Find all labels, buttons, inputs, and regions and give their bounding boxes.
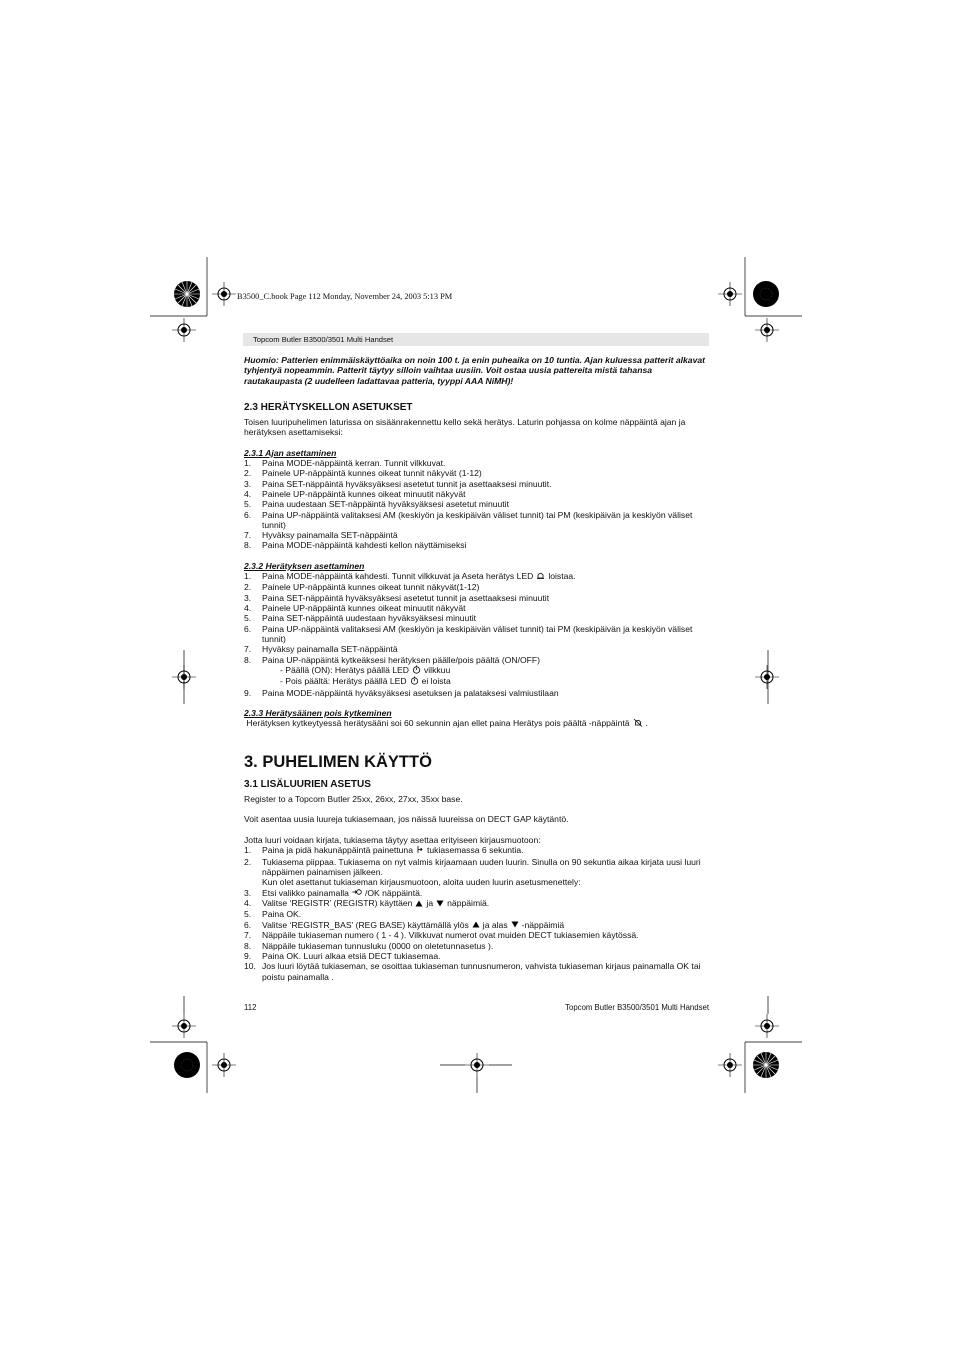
list-item: 8. Näppäile tukiaseman tunnusluku (0000 on oletetunnasetus ). (244, 940, 494, 951)
registration-list (244, 845, 710, 982)
list-item: 9. Paina MODE-näppäintä hyväksyäksesi asetuksen ja palataksesi valmiustilaan (244, 687, 559, 698)
list-item: 3. Paina SET-näppäintä hyväksyäksesi asetetut tunnit ja asettaaksesi minuutit. (244, 478, 552, 489)
list-item: 8. Paina UP-näppäintä kytkeäksesi herätyksen päälle/pois päältä (ON/OFF) (244, 654, 541, 665)
list-item: 5. Paina SET-näppäintä uudestaan hyväksyäksesi minuutit (244, 613, 477, 624)
chapter-3-title: 3. PUHELIMEN KÄYTTÖ (244, 752, 432, 771)
list-item: 4. Painele UP-näppäintä kunnes oikeat minuutit näkyvät (244, 488, 466, 499)
list-item: 3. Paina SET-näppäintä hyväksyäksesi asetetut tunnit ja asettaaksesi minuutit (244, 592, 550, 603)
page-number: 112 (244, 1003, 257, 1012)
alarm-off-line: - Pois päältä: Herätys päällä LED ei loista (280, 676, 451, 687)
section-3-1-p1: Register to a Topcom Butler 25xx, 26xx, 27xx, 35xx base. (244, 793, 463, 804)
list-item: 6. Paina UP-näppäintä valitaksesi AM (keskiyön ja keskipäivän väliset tunnit) tai PM (keskipäivän ja keskiyön väliset tunnit) (244, 623, 693, 644)
running-header (243, 333, 709, 346)
alarm-off-icon (633, 718, 643, 729)
section-3-1-title: 3.1 LISÄLUURIEN ASETUS (244, 778, 371, 790)
down-arrow-icon (436, 899, 444, 909)
section-2-3-2-title: 2.3.2 Herätyksen asettaminen (244, 560, 365, 571)
list-item: 4. Valitse ‘REGISTR’ (REGISTR) käyttäen ja näppäimiä. (244, 898, 490, 909)
list-item: 1. Paina ja pidä hakunäppäintä painettuna tukiasemassa 6 sekuntia. (244, 845, 524, 856)
list-item: 1. Paina MODE-näppäintä kahdesti. Tunnit vilkkuvat ja Aseta herätys LED loistaa. (244, 571, 576, 582)
list-item: 7. Hyväksy painamalla SET-näppäintä (244, 644, 398, 655)
list-item: 7. Näppäile tukiaseman numero ( 1 - 4 ). Vilkkuvat numerot ovat muiden DECT tukiasemien käytössä. (244, 930, 639, 941)
up-arrow-icon (415, 899, 423, 909)
list-item: 5. Paina OK. (244, 909, 302, 920)
list-item: 5. Paina uudestaan SET-näppäintä hyväksyäksesi asetetut minuutit (244, 499, 509, 510)
list-item: 9. Paina OK. Luuri alkaa etsiä DECT tukiasemaa. (244, 951, 441, 962)
list-item: 6. Paina UP-näppäintä valitaksesi AM (keskiyön ja keskipäivän väliset tunnit) tai PM (keskipäivän ja keskiyön väliset tunnit) (244, 509, 693, 530)
list-item: 6. Valitse ‘REGISTR_BAS’ (REG BASE) käyttämällä ylös ja alas -näppäimiä (244, 919, 565, 930)
list-item: 2. Painele UP-näppäintä kunnes oikeat tunnit näkyvät (1-12) (244, 468, 482, 479)
down-arrow-icon (511, 920, 519, 930)
alarm-setting-list-end (244, 688, 710, 698)
list-item: 10. Jos luuri löytää tukiaseman, se osoittaa tukiaseman tunnusnumeron, vahvista tukiaseman kirjaus painamalla OK tai poistu painamalla . (244, 961, 701, 982)
list-item: 2. Painele UP-näppäintä kunnes oikeat tunnit näkyvät(1-12) (244, 582, 480, 593)
list-item: 7. Hyväksy painamalla SET-näppäintä (244, 530, 398, 541)
book-info-line: B3500_C.book Page 112 Monday, November 24, 2003 5:13 PM (237, 292, 453, 301)
section-2-3-1-title: 2.3.1 Ajan asettaminen (244, 447, 337, 458)
running-header-text: Topcom Butler B3500/3501 Multi Handset (253, 335, 394, 344)
alarm-clock-icon (410, 676, 419, 687)
section-3-1-p3: Jotta luuri voidaan kirjata, tukiasema täytyy asettaa erityiseen kirjausmuotoon: (244, 835, 541, 845)
footer-product: Topcom Butler B3500/3501 Multi Handset (565, 1003, 709, 1012)
alarm-bell-icon (536, 571, 545, 582)
alarm-setting-list (244, 571, 710, 665)
section-2-3-intro: Toisen luuripuhelimen laturissa on sisäänrakennettu kello sekä herätys. Laturin pohjassa on kolme näppäintä ajan ja herätyksen asettamiseksi: (244, 417, 686, 438)
list-item: 4. Painele UP-näppäintä kunnes oikeat minuutit näkyvät (244, 603, 466, 614)
alarm-on-line: - Päällä (ON): Herätys päällä LED vilkkuu (280, 664, 451, 675)
list-item: 1. Paina MODE-näppäintä kerran. Tunnit vilkkuvat. (244, 458, 446, 469)
section-2-3-3-title: 2.3.3 Herätysäänen pois kytkeminen (244, 707, 392, 718)
alarm-clock-icon (412, 665, 421, 676)
paging-icon (416, 845, 424, 856)
menu-key-icon (352, 888, 362, 898)
list-item: 8. Paina MODE-näppäintä kahdesti kellon näyttämiseksi (244, 540, 467, 551)
section-3-1-p2: Voit asentaa uusia luureja tukiasemaan, jos näissä luureissa on DECT GAP käytäntö. (244, 814, 569, 825)
time-setting-list (244, 458, 710, 551)
list-item: 3. Etsi valikko painamalla /OK näppäintä. (244, 887, 423, 898)
battery-note: Huomio: Patterien enimmäiskäyttöaika on noin 100 t. ja enin puheaika on 10 tuntia. Ajan kuluessa patterit alkavat tyhjentyä nopeammin. Patterit täytyy silloin vaihtaa uusiin. Voit ostaa uusia pattereita mistä tahansa rautakaupasta (2 uudelleen ladattavaa patteria, tyyppi AAA NiMH)! (244, 355, 706, 386)
alarm-off-text: Herätyksen kytkeytyessä herätysääni soi 60 sekunnin ajan ellet paina Herätys pois päältä -näppäintä . (246, 718, 648, 729)
page-content (244, 355, 710, 982)
section-2-3-title: 2.3 HERÄTYSKELLON ASETUKSET (244, 401, 413, 413)
up-arrow-icon (472, 920, 480, 930)
list-item: 2. Tukiasema piippaa. Tukiasema on nyt valmis kirjaamaan uuden luurin. Sinulla on 90 sekuntia aikaa kirjata uusi luuri näppäimen painamisen jälkeen. Kun olet asettanut tukiaseman kirjausmuotoon, aloita uuden luurin asetusmenettely: (244, 856, 701, 888)
